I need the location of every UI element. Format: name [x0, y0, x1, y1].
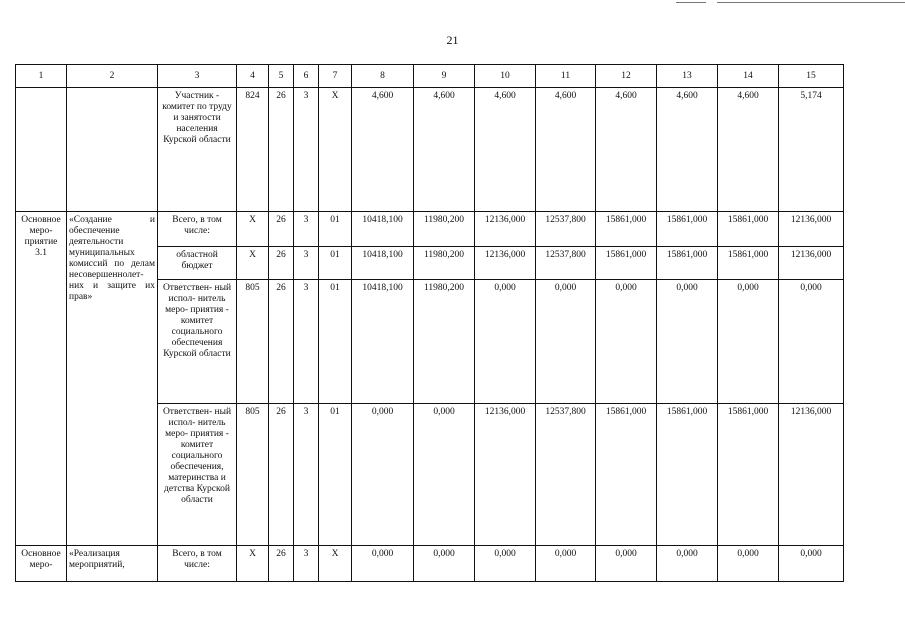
value-cell: 3: [294, 280, 319, 404]
value-cell: 805: [237, 404, 269, 546]
header-cell: 11: [536, 65, 596, 88]
header-cell: 3: [158, 65, 237, 88]
value-cell: 10418,100: [352, 280, 414, 404]
value-cell: 3: [294, 88, 319, 212]
value-cell: 11980,200: [414, 280, 475, 404]
value-cell: 0,000: [596, 546, 657, 582]
value-cell: 12537,800: [536, 212, 596, 247]
value-cell: 10418,100: [352, 212, 414, 247]
value-cell: 0,000: [779, 546, 844, 582]
top-rule-left: [676, 2, 706, 3]
event-number-cell: Основное меро-: [16, 546, 67, 582]
header-cell: 15: [779, 65, 844, 88]
table-row: [16, 546, 844, 582]
value-cell: 0,000: [657, 280, 718, 404]
event-title-cell: «Создание и обеспечение деятельности муниципальных комиссий по делам несовершеннолет- них и защите их прав»: [67, 212, 158, 546]
value-cell: 5,174: [779, 88, 844, 212]
table-row: [16, 212, 844, 247]
value-cell: 15861,000: [718, 404, 779, 546]
header-cell: 9: [414, 65, 475, 88]
header-cell: 10: [475, 65, 536, 88]
value-cell: 3: [294, 404, 319, 546]
header-cell: 4: [237, 65, 269, 88]
value-cell: 4,600: [414, 88, 475, 212]
participant-cell: Участник - комитет по труду и занятости населения Курской области: [158, 88, 237, 212]
header-row: [16, 65, 844, 88]
value-cell: 805: [237, 280, 269, 404]
value-cell: 4,600: [536, 88, 596, 212]
value-cell: 3: [294, 247, 319, 280]
header-cell: 5: [269, 65, 294, 88]
header-cell: 6: [294, 65, 319, 88]
value-cell: 01: [319, 280, 352, 404]
value-cell: 11980,200: [414, 212, 475, 247]
executor-cell: Всего, в том числе:: [158, 212, 237, 247]
top-rule-right: [717, 2, 905, 3]
table-row: [16, 88, 844, 212]
page-number: 21: [446, 33, 459, 47]
header-cell: 14: [718, 65, 779, 88]
value-cell: 4,600: [352, 88, 414, 212]
value-cell: 4,600: [718, 88, 779, 212]
value-cell: Х: [237, 247, 269, 280]
value-cell: 0,000: [596, 280, 657, 404]
header-cell: 1: [16, 65, 67, 88]
budget-table: [15, 64, 844, 582]
header-cell: 7: [319, 65, 352, 88]
value-cell: 12537,800: [536, 247, 596, 280]
value-cell: 15861,000: [596, 212, 657, 247]
value-cell: Х: [319, 546, 352, 582]
value-cell: Х: [237, 212, 269, 247]
value-cell: 15861,000: [596, 404, 657, 546]
value-cell: 0,000: [657, 546, 718, 582]
value-cell: 0,000: [536, 546, 596, 582]
value-cell: 15861,000: [596, 247, 657, 280]
value-cell: 26: [269, 212, 294, 247]
value-cell: 4,600: [475, 88, 536, 212]
value-cell: 15861,000: [718, 247, 779, 280]
value-cell: 12537,800: [536, 404, 596, 546]
value-cell: 0,000: [536, 280, 596, 404]
event-name-cell: [67, 88, 158, 212]
value-cell: 12136,000: [475, 404, 536, 546]
value-cell: 0,000: [414, 404, 475, 546]
header-cell: 12: [596, 65, 657, 88]
value-cell: 01: [319, 404, 352, 546]
value-cell: 0,000: [779, 280, 844, 404]
event-number-cell: Основное меро- приятие 3.1: [16, 212, 67, 546]
value-cell: 26: [269, 88, 294, 212]
value-cell: 11980,200: [414, 247, 475, 280]
value-cell: 0,000: [718, 280, 779, 404]
value-cell: 0,000: [414, 546, 475, 582]
value-cell: 3: [294, 546, 319, 582]
value-cell: 824: [237, 88, 269, 212]
value-cell: 4,600: [657, 88, 718, 212]
value-cell: 4,600: [596, 88, 657, 212]
value-cell: 0,000: [475, 546, 536, 582]
value-cell: 26: [269, 247, 294, 280]
value-cell: 12136,000: [779, 247, 844, 280]
value-cell: Х: [237, 546, 269, 582]
executor-cell: Всего, в том числе:: [158, 546, 237, 582]
value-cell: 12136,000: [475, 247, 536, 280]
executor-cell: областной бюджет: [158, 247, 237, 280]
value-cell: 0,000: [352, 546, 414, 582]
value-cell: 3: [294, 212, 319, 247]
value-cell: 26: [269, 280, 294, 404]
value-cell: 01: [319, 247, 352, 280]
executor-cell: Ответствен- ный испол- нитель меро- приятия - комитет социального обеспечения Курской области: [158, 280, 237, 404]
value-cell: 12136,000: [779, 212, 844, 247]
value-cell: 15861,000: [718, 212, 779, 247]
value-cell: 15861,000: [657, 247, 718, 280]
value-cell: 26: [269, 546, 294, 582]
value-cell: Х: [319, 88, 352, 212]
executor-cell: Ответствен- ный испол- нитель меро- приятия - комитет социального обеспечения, материнства и детства Курской области: [158, 404, 237, 546]
value-cell: 15861,000: [657, 404, 718, 546]
event-cell: [16, 88, 67, 212]
header-cell: 8: [352, 65, 414, 88]
value-cell: 10418,100: [352, 247, 414, 280]
value-cell: 0,000: [352, 404, 414, 546]
header-cell: 13: [657, 65, 718, 88]
value-cell: 0,000: [718, 546, 779, 582]
value-cell: 0,000: [475, 280, 536, 404]
value-cell: 12136,000: [779, 404, 844, 546]
value-cell: 26: [269, 404, 294, 546]
value-cell: 01: [319, 212, 352, 247]
value-cell: 12136,000: [475, 212, 536, 247]
header-cell: 2: [67, 65, 158, 88]
value-cell: 15861,000: [657, 212, 718, 247]
table-body: [16, 65, 844, 582]
event-title-cell: «Реализация мероприятий,: [67, 546, 158, 582]
